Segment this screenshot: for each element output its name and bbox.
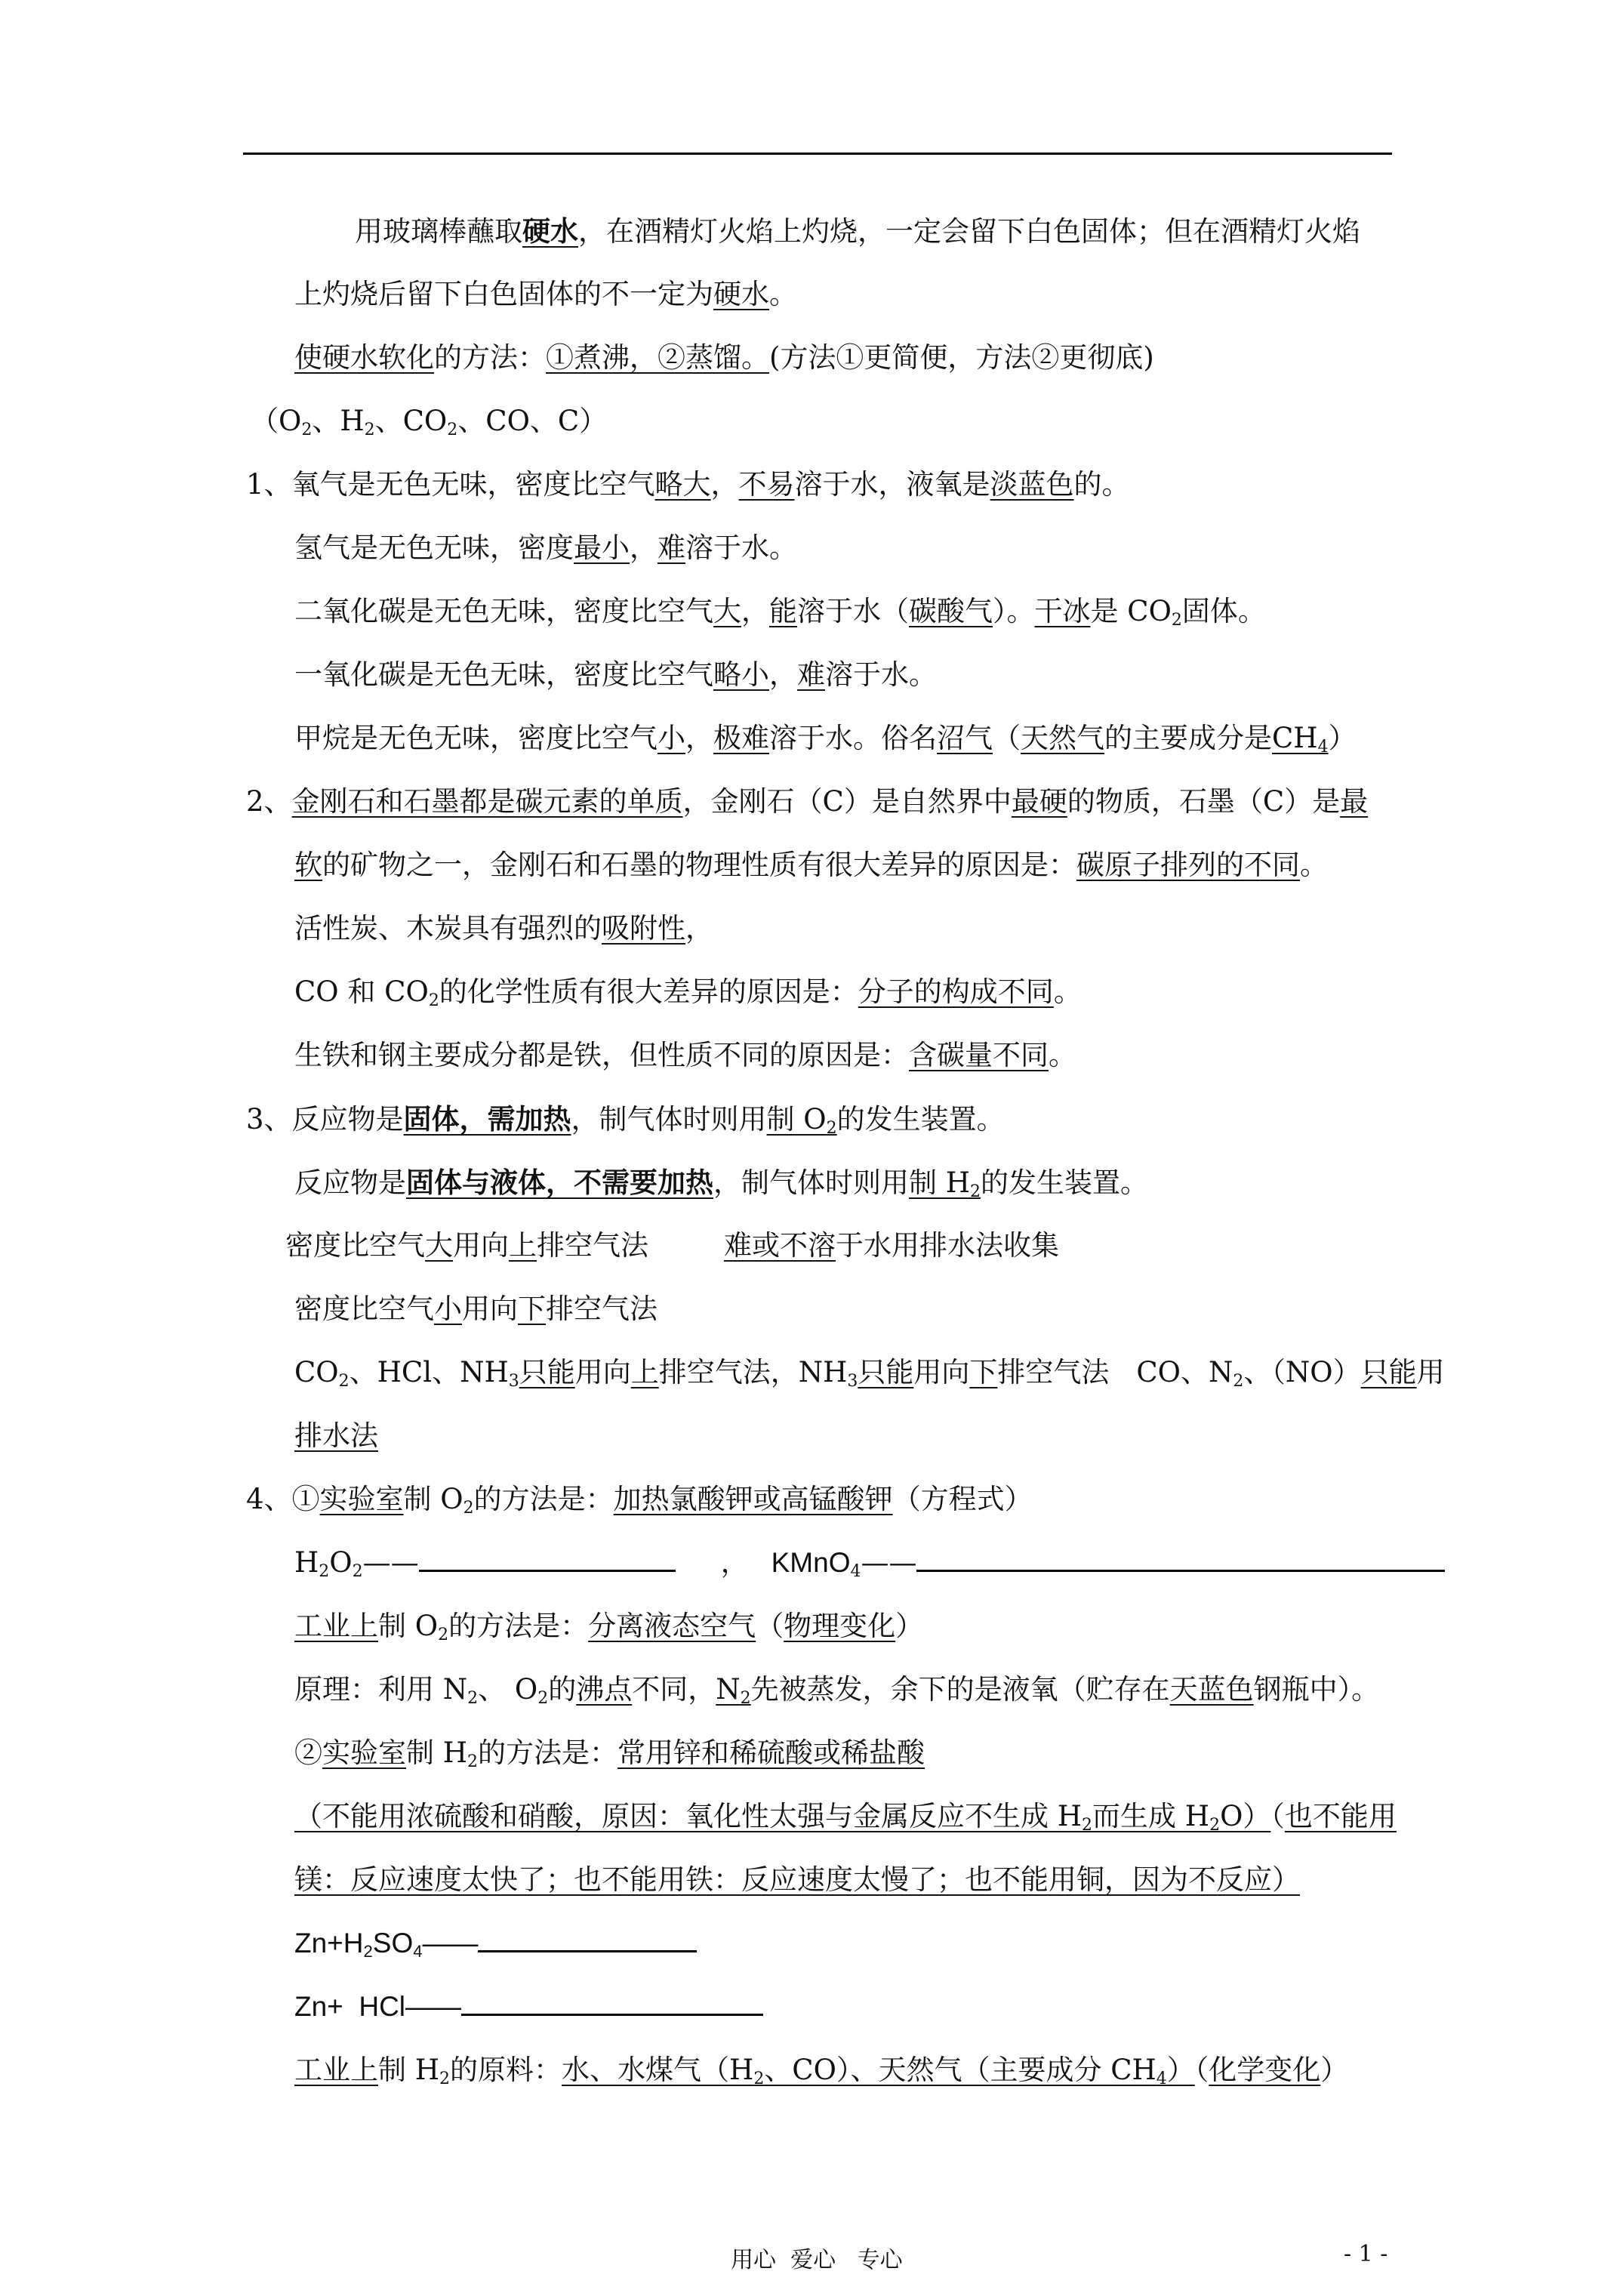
answer-blank[interactable] xyxy=(478,1928,697,1952)
paragraph-line: 甲烷是无色无味，密度比空气小，极难溶于水。俗名沼气（天然气的主要成分是$CH_4$） xyxy=(294,722,1357,757)
paragraph-line: 上灼烧后留下白色固体的不一定为硬水。 xyxy=(294,278,797,310)
answer-blank[interactable] xyxy=(461,1991,763,2016)
paragraph-line: 密度比空气小用向下排空气法 xyxy=(294,1293,658,1325)
paragraph-line: 使硬水软化的方法：①煮沸，②蒸馏。(方法①更简便，方法②更彻底) xyxy=(294,341,1154,374)
paragraph-line: 原理：利用 $N_2$、 $O_2$的沸点不同，$N_2$先被蒸发，余下的是液氧（贮存在天蓝色钢瓶中）。 xyxy=(294,1673,1380,1708)
equation-line: $Zn+H_2SO_4——$ xyxy=(294,1925,697,1962)
paragraph-line: 4、①实验室制 $O_2$的方法是：加热氯酸钾或高锰酸钾（方程式） xyxy=(246,1483,1033,1518)
paragraph-line: 2、金刚石和石墨都是碳元素的单质，金刚石（C）是自然界中最硬的物质，石墨（C）是最 xyxy=(246,785,1369,818)
paragraph-line: 生铁和钢主要成分都是铁，但性质不同的原因是：含碳量不同。 xyxy=(294,1039,1076,1071)
paragraph-line: 活性炭、木炭具有强烈的吸附性， xyxy=(294,912,713,945)
paragraph-line: 一氧化碳是无色无味，密度比空气略小，难溶于水。 xyxy=(294,658,937,691)
page-number: - 1 - xyxy=(1344,2241,1388,2267)
paragraph-line: 工业上制 $O_2$的方法是：分离液态空气（物理变化） xyxy=(294,1610,924,1644)
paragraph-line: （不能用浓硫酸和硝酸，原因：氧化性太强与金属反应不生成 $H_2$而生成 $H_2O$）（也不能用 xyxy=(294,1800,1397,1835)
paragraph-line: 密度比空气大用向上排空气法 难或不溶于水用排水法收集 xyxy=(285,1229,1059,1262)
paragraph-line: 氢气是无色无味，密度最小，难溶于水。 xyxy=(294,532,797,564)
paragraph-line: 工业上制 $H_2$的原料：水、水煤气（$H_2$、CO）、天然气（主要成分 $CH_4$）（化学变化） xyxy=(294,2054,1349,2088)
answer-blank[interactable] xyxy=(916,1547,1445,1572)
paragraph-line: 排水法 xyxy=(294,1419,378,1452)
answer-blank[interactable] xyxy=(419,1547,676,1572)
footer-motto: 用心 爱心 专心 xyxy=(731,2247,903,2273)
equation-line: $H_2O_2——$ ， KMnO$_4$—— xyxy=(294,1545,1445,1581)
header-rule xyxy=(243,153,1392,155)
paragraph-line: CO 和 $CO_2$的化学性质有很大差异的原因是：分子的构成不同。 xyxy=(294,975,1082,1010)
paragraph-line: 软的矿物之一，金刚石和石墨的物理性质有很大差异的原因是：碳原子排列的不同。 xyxy=(294,849,1328,881)
paragraph-line: 3、反应物是固体，需加热，制气体时则用制 $O_2$的发生装置。 xyxy=(246,1102,1005,1138)
paragraph-line: 用玻璃棒蘸取硬水，在酒精灯火焰上灼烧，一定会留下白色固体；但在酒精灯火焰 xyxy=(355,214,1360,248)
paragraph-line: 反应物是固体与液体，不需要加热，制气体时则用制 $H_2$的发生装置。 xyxy=(294,1166,1149,1201)
equation-line: Zn+ HCl—— xyxy=(294,1989,763,2025)
section-heading: （$O_2$、$H_2$、$CO_2$、CO、C） xyxy=(251,405,608,439)
paragraph-line: 1、氧气是无色无味，密度比空气略大，不易溶于水，液氧是淡蓝色的。 xyxy=(246,468,1130,501)
paragraph-line: $CO_2$、HCl、$NH_3$只能用向上排空气法，$NH_3$只能用向下排空气法 CO、$N_2$、（NO）只能用 xyxy=(294,1356,1445,1391)
paragraph-line: ②实验室制 $H_2$的方法是：常用锌和稀硫酸或稀盐酸 xyxy=(294,1737,925,1771)
paragraph-line: 二氧化碳是无色无味，密度比空气大，能溶于水（碳酸气）。干冰是 $CO_2$固体。 xyxy=(294,595,1266,630)
paragraph-line: 镁：反应速度太快了；也不能用铁：反应速度太慢了；也不能用铜，因为不反应） xyxy=(294,1863,1300,1896)
